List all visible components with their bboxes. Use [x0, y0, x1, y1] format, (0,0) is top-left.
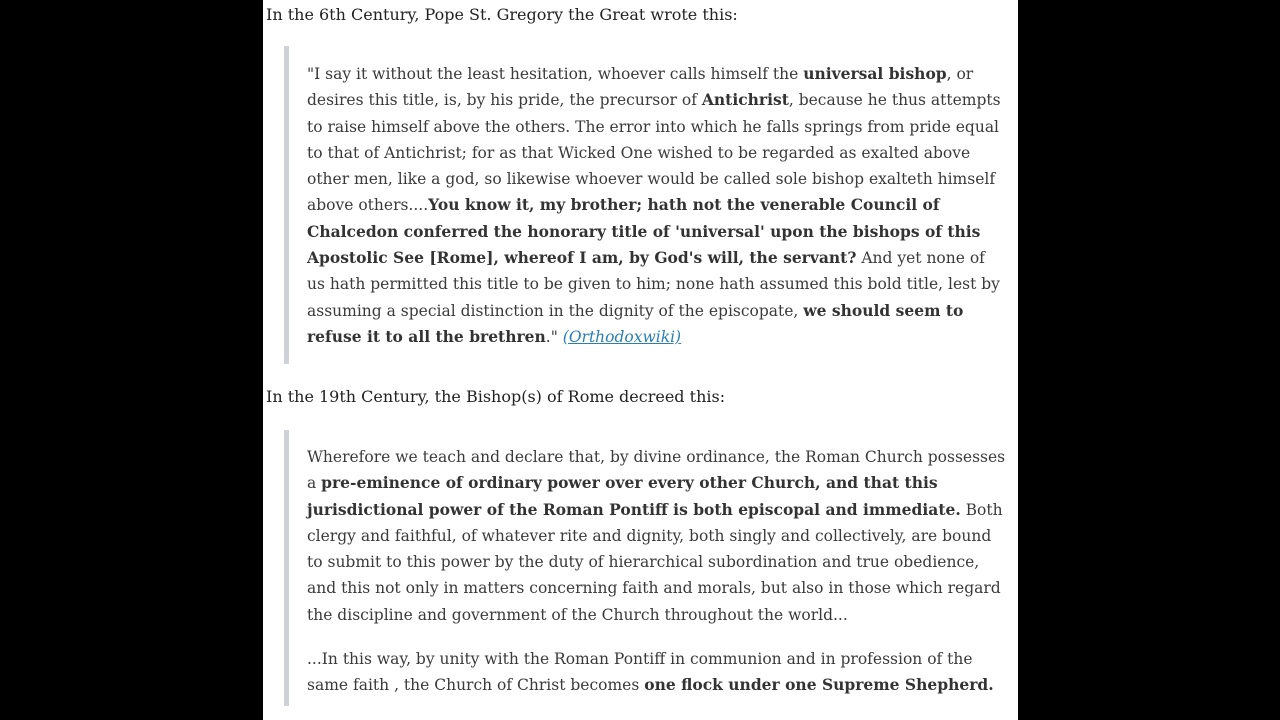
orthodoxwiki-link[interactable]: (Orthodoxwiki): [562, 327, 682, 346]
blockquote-gregory: [284, 46, 1006, 364]
quote-text: , because he thus attempts to raise himself above the others. The error into which he falls springs from pride equal to that of Antichrist; for as that Wicked One wished to be regarded as exalted above other men, like a god, so likewise whoever would be called sole bishop exalteth himself above others....: [307, 91, 1001, 215]
document-page: [263, 0, 1018, 720]
quote-text: .": [545, 327, 563, 346]
quote-text: Both clergy and faithful, of whatever rite and dignity, both singly and collectively, are bound to submit to this power by the duty of hierarchical subordination and true obedience, and this not only in matters concerning faith and morals, but also in those which regard the discipline and government of the Church throughout the world...: [307, 500, 1003, 624]
quote-text: ...In this way, by unity with the Roman Pontiff in communion and in profession of the same faith , the Church of Christ becomes: [307, 650, 973, 695]
quote-text: And yet none of us hath permitted this title to be given to him; none hath assumed this bold title, lest by assuming a special distinction in the dignity of the episcopate,: [307, 249, 1000, 320]
quote-emphasis: You know it, my brother; hath not the venerable Council of Chalcedon conferred the honorary title of 'universal' upon the bishops of this Apostolic See [Rome], whereof I am, by God's will, the servant?: [307, 195, 981, 268]
blockquote-vatican: [284, 430, 1006, 706]
quote-text: "I say it without the least hesitation, whoever calls himself the: [307, 65, 804, 83]
quote-emphasis: universal bishop: [803, 64, 947, 83]
quote-emphasis: we should seem to refuse it to all the brethren: [307, 300, 964, 346]
quote-gregory-paragraph: [307, 46, 1006, 350]
quote-emphasis: Antichrist: [701, 90, 789, 110]
intro-vatican: In the 19th Century, the Bishop(s) of Rome decreed this:: [266, 387, 726, 406]
quote-vatican-paragraph-1: [307, 430, 1006, 628]
quote-text: Wherefore we teach and declare that, by divine ordinance, the Roman Church possesses a: [307, 448, 1006, 493]
intro-gregory: In the 6th Century, Pope St. Gregory the Great wrote this:: [266, 5, 738, 24]
quote-emphasis: pre-eminence of ordinary power over every other Church, and that this jurisdictional power of the Roman Pontiff is both episcopal and immediate.: [307, 473, 961, 519]
quote-vatican-paragraph-2: [307, 646, 1006, 699]
quote-emphasis: one flock under one Supreme Shepherd.: [644, 675, 994, 695]
quote-text: , or desires this title, is, by his pride, the precursor of: [307, 65, 974, 110]
